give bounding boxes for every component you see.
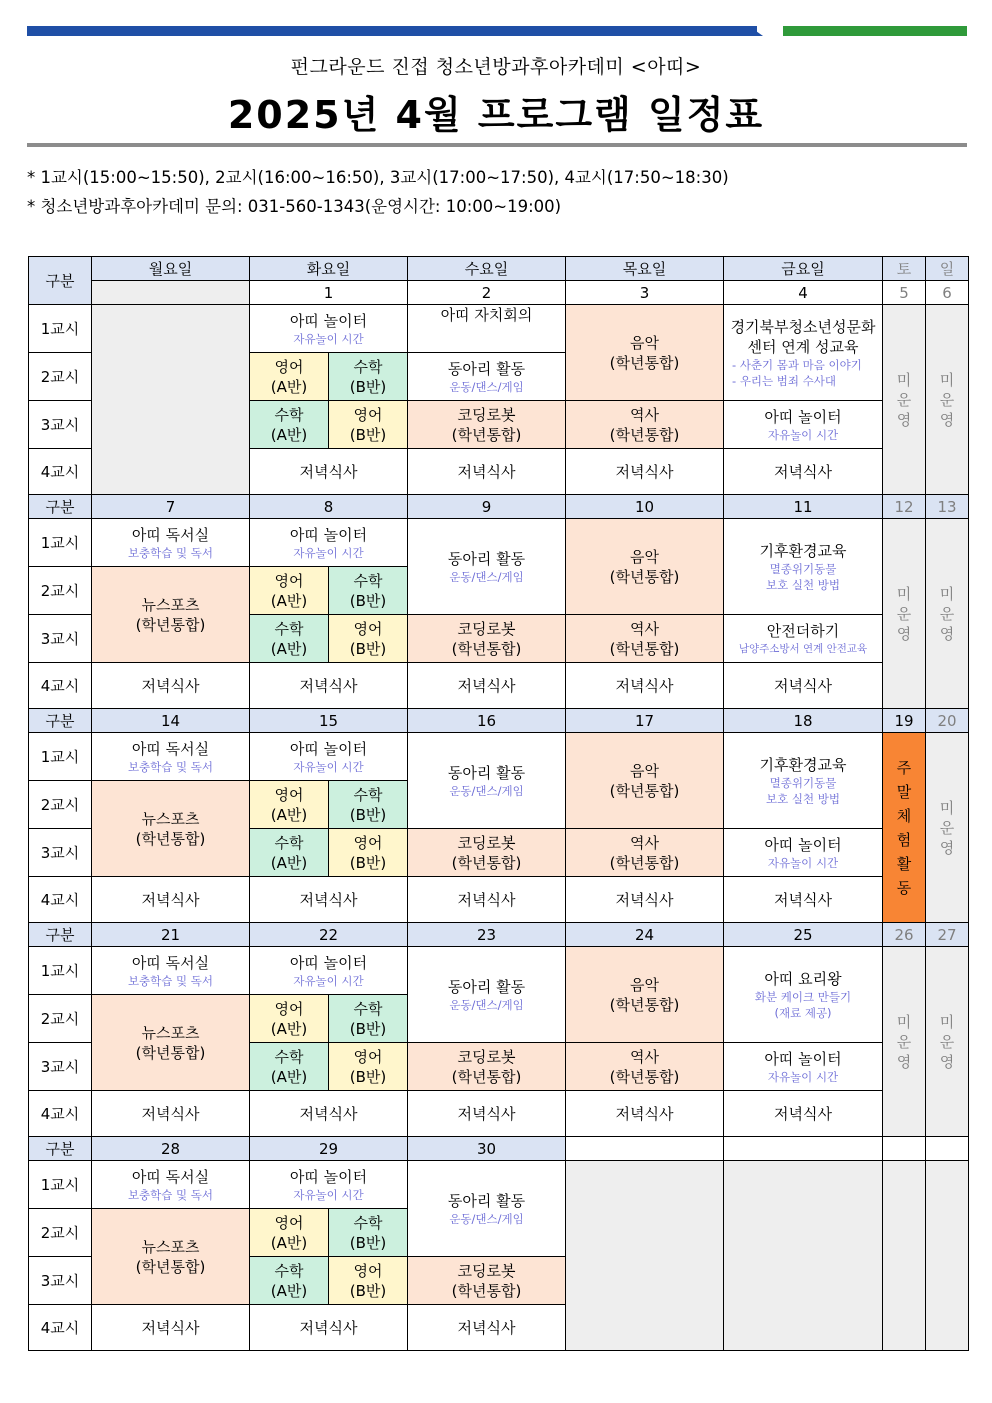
date-row-week5 bbox=[29, 1137, 969, 1161]
program-cell: 아띠 독서실 보충학습 및 독서 bbox=[92, 733, 250, 781]
dinner-cell: 저녁식사 bbox=[724, 663, 883, 709]
period-label: 2교시 bbox=[29, 781, 92, 829]
period-label: 1교시 bbox=[29, 947, 92, 995]
program-cell: 수학 (B반) bbox=[329, 1209, 408, 1257]
dinner-cell: 저녁식사 bbox=[92, 663, 250, 709]
period-label: 3교시 bbox=[29, 615, 92, 663]
program-cell: 영어 (B반) bbox=[329, 1043, 408, 1091]
saturday-header: 토 bbox=[883, 257, 926, 281]
period-row bbox=[29, 1161, 969, 1209]
program-cell: 수학 (A반) bbox=[250, 829, 329, 877]
empty-cell bbox=[92, 305, 250, 495]
period-label: 1교시 bbox=[29, 519, 92, 567]
date-cell: 1 bbox=[250, 281, 408, 305]
program-cell: 수학 (A반) bbox=[250, 1257, 329, 1305]
page-title: 2025년 4월 프로그램 일정표 bbox=[227, 93, 765, 137]
program-cell: 아띠 독서실 보충학습 및 독서 bbox=[92, 519, 250, 567]
gubun-cell: 구분 bbox=[29, 923, 92, 947]
date-row-week2 bbox=[29, 495, 969, 519]
weekday-header-row bbox=[29, 257, 969, 281]
period-row bbox=[29, 877, 969, 923]
period-label: 1교시 bbox=[29, 1161, 92, 1209]
program-cell: 기후환경교육 멸종위기동물 보호 실천 방법 bbox=[724, 519, 883, 615]
period-row bbox=[29, 663, 969, 709]
period-row bbox=[29, 733, 969, 781]
program-detail: (학년통합) bbox=[609, 353, 680, 372]
program-cell: 영어 (A반) bbox=[250, 781, 329, 829]
program-cell: 코딩로봇 (학년통합) bbox=[408, 829, 566, 877]
program-cell: 영어 (A반) bbox=[250, 353, 329, 401]
program-cell: 뉴스포츠 (학년통합) bbox=[92, 995, 250, 1091]
date-cell: 8 bbox=[250, 495, 408, 519]
program-cell: 아띠 놀이터 자유놀이 시간 bbox=[250, 733, 408, 781]
dinner-cell: 저녁식사 bbox=[250, 1091, 408, 1137]
monday-header: 월요일 bbox=[92, 257, 250, 281]
date-cell: 14 bbox=[92, 709, 250, 733]
period-row bbox=[29, 519, 969, 567]
friday-header: 금요일 bbox=[724, 257, 883, 281]
program-cell: 코딩로봇 (학년통합) bbox=[408, 1257, 566, 1305]
program-detail: - 우리는 범죄 수사대 bbox=[732, 373, 837, 388]
dinner-cell: 저녁식사 bbox=[724, 449, 883, 495]
program-cell: 아띠 놀이터 자유놀이 시간 bbox=[724, 829, 883, 877]
date-cell: 19 bbox=[883, 709, 926, 733]
date-cell bbox=[566, 1137, 724, 1161]
dinner-cell: 저녁식사 bbox=[92, 1305, 250, 1351]
program-cell: 뉴스포츠 (학년통합) bbox=[92, 1209, 250, 1305]
program-name: 음악 bbox=[630, 333, 659, 352]
program-cell: 영어 (A반) bbox=[250, 1209, 329, 1257]
period-label: 3교시 bbox=[29, 1043, 92, 1091]
program-cell: 코딩로봇 (학년통합) bbox=[408, 1043, 566, 1091]
dinner-cell: 저녁식사 bbox=[566, 1091, 724, 1137]
program-cell: 동아리 활동 운동/댄스/게임 bbox=[408, 733, 566, 829]
program-cell: 수학 (B반) bbox=[329, 781, 408, 829]
period-label: 1교시 bbox=[29, 305, 92, 353]
program-cell: 아띠 독서실 보충학습 및 독서 bbox=[92, 947, 250, 995]
program-cell: 영어 (A반) bbox=[250, 995, 329, 1043]
closed-cell: 미운영 bbox=[926, 733, 969, 923]
period-times-note: * 1교시(15:00~15:50), 2교시(16:00~16:50), 3교시(17:00~17:50), 4교시(17:50~18:30) bbox=[27, 168, 729, 187]
empty-cell bbox=[566, 1161, 724, 1351]
closed-cell: 미운영 bbox=[883, 947, 926, 1137]
program-cell: 아띠 놀이터 자유놀이 시간 bbox=[724, 1043, 883, 1091]
program-cell: 역사 (학년통합) bbox=[566, 829, 724, 877]
dinner-cell: 저녁식사 bbox=[250, 449, 408, 495]
dinner-cell: 저녁식사 bbox=[92, 1091, 250, 1137]
date-cell: 2 bbox=[408, 281, 566, 305]
sunday-header: 일 bbox=[926, 257, 969, 281]
dinner-cell: 저녁식사 bbox=[408, 1305, 566, 1351]
program-cell bbox=[408, 353, 566, 401]
period-row bbox=[29, 1091, 969, 1137]
program-cell: 영어 (B반) bbox=[329, 829, 408, 877]
date-row-week3 bbox=[29, 709, 969, 733]
program-cell: 안전더하기 남양주소방서 연계 안전교육 bbox=[724, 615, 883, 663]
program-cell: 코딩로봇 (학년통합) bbox=[408, 615, 566, 663]
program-cell: 영어 (B반) bbox=[329, 401, 408, 449]
empty-cell bbox=[926, 1161, 969, 1351]
dinner-cell: 저녁식사 bbox=[408, 449, 566, 495]
program-cell bbox=[566, 305, 724, 401]
date-cell: 16 bbox=[408, 709, 566, 733]
date-cell bbox=[926, 1137, 969, 1161]
program-cell: 동아리 활동 운동/댄스/게임 bbox=[408, 1161, 566, 1257]
program-name: 아띠 자치회의 bbox=[440, 306, 533, 324]
period-label: 4교시 bbox=[29, 1305, 92, 1351]
dinner-cell: 저녁식사 bbox=[408, 877, 566, 923]
dinner-cell: 저녁식사 bbox=[250, 1305, 408, 1351]
period-label: 1교시 bbox=[29, 733, 92, 781]
dinner-cell: 저녁식사 bbox=[408, 663, 566, 709]
date-cell: 5 bbox=[883, 281, 926, 305]
program-cell: 영어 (B반) bbox=[329, 1257, 408, 1305]
program-cell bbox=[250, 305, 408, 353]
period-label: 2교시 bbox=[29, 1209, 92, 1257]
program-cell: 영어 (B반) bbox=[329, 615, 408, 663]
date-cell: 27 bbox=[926, 923, 969, 947]
date-cell: 21 bbox=[92, 923, 250, 947]
program-cell bbox=[724, 305, 883, 401]
date-cell bbox=[724, 1137, 883, 1161]
period-row bbox=[29, 305, 969, 353]
date-cell: 20 bbox=[926, 709, 969, 733]
program-cell: 역사 (학년통합) bbox=[566, 615, 724, 663]
date-cell: 24 bbox=[566, 923, 724, 947]
dinner-cell: 저녁식사 bbox=[408, 1091, 566, 1137]
program-cell: 뉴스포츠 (학년통합) bbox=[92, 567, 250, 663]
dinner-cell: 저녁식사 bbox=[566, 663, 724, 709]
closed-cell: 미운영 bbox=[926, 305, 969, 495]
date-cell: 25 bbox=[724, 923, 883, 947]
date-cell bbox=[92, 281, 250, 305]
date-cell: 26 bbox=[883, 923, 926, 947]
program-cell: 뉴스포츠 (학년통합) bbox=[92, 781, 250, 877]
program-cell: 동아리 활동 운동/댄스/게임 bbox=[408, 947, 566, 1043]
dinner-cell: 저녁식사 bbox=[250, 663, 408, 709]
dinner-cell: 저녁식사 bbox=[724, 1091, 883, 1137]
contact-note: * 청소년방과후아카데미 문의: 031-560-1343(운영시간: 10:00~19:00) bbox=[27, 197, 562, 216]
date-cell: 10 bbox=[566, 495, 724, 519]
date-cell: 30 bbox=[408, 1137, 566, 1161]
date-row-week1 bbox=[29, 281, 969, 305]
date-cell: 6 bbox=[926, 281, 969, 305]
gubun-cell: 구분 bbox=[29, 257, 92, 305]
program-cell: 역사 (학년통합) bbox=[566, 1043, 724, 1091]
date-cell: 18 bbox=[724, 709, 883, 733]
program-cell: 수학 (A반) bbox=[250, 401, 329, 449]
date-cell: 3 bbox=[566, 281, 724, 305]
schedule-table bbox=[28, 256, 969, 1351]
thursday-header: 목요일 bbox=[566, 257, 724, 281]
empty-cell bbox=[883, 1161, 926, 1351]
period-label: 2교시 bbox=[29, 567, 92, 615]
date-cell: 28 bbox=[92, 1137, 250, 1161]
date-cell: 23 bbox=[408, 923, 566, 947]
date-cell: 12 bbox=[883, 495, 926, 519]
closed-cell: 미운영 bbox=[926, 519, 969, 709]
program-cell: 음악 (학년통합) bbox=[566, 947, 724, 1043]
top-color-bar bbox=[27, 26, 967, 36]
period-label: 4교시 bbox=[29, 1091, 92, 1137]
program-name: 아띠 놀이터 bbox=[289, 311, 368, 330]
program-detail: 운동/댄스/게임 bbox=[449, 379, 524, 394]
program-cell: 수학 (B반) bbox=[329, 567, 408, 615]
dinner-cell: 저녁식사 bbox=[566, 877, 724, 923]
title-divider bbox=[27, 143, 967, 147]
program-cell: 아띠 요리왕 화분 케이크 만들기 (재료 제공) bbox=[724, 947, 883, 1043]
weekend-event-cell: 주말체험활동 bbox=[883, 733, 926, 923]
program-cell: 동아리 활동 운동/댄스/게임 bbox=[408, 519, 566, 615]
program-cell: 수학 (B반) bbox=[329, 995, 408, 1043]
dinner-cell: 저녁식사 bbox=[566, 449, 724, 495]
date-cell: 29 bbox=[250, 1137, 408, 1161]
top-bar-slant bbox=[749, 26, 763, 36]
program-cell: 아띠 놀이터 자유놀이 시간 bbox=[250, 519, 408, 567]
program-cell: 코딩로봇 (학년통합) bbox=[408, 401, 566, 449]
program-cell: 음악 (학년통합) bbox=[566, 733, 724, 829]
period-label: 2교시 bbox=[29, 353, 92, 401]
program-cell: 수학 (A반) bbox=[250, 615, 329, 663]
program-name: 센터 연계 성교육 bbox=[747, 337, 859, 356]
date-cell: 7 bbox=[92, 495, 250, 519]
date-cell: 4 bbox=[724, 281, 883, 305]
program-cell: 수학 (A반) bbox=[250, 1043, 329, 1091]
date-cell: 17 bbox=[566, 709, 724, 733]
dinner-cell: 저녁식사 bbox=[92, 877, 250, 923]
period-label: 3교시 bbox=[29, 829, 92, 877]
program-detail: 자유놀이 시간 bbox=[293, 331, 364, 346]
date-cell: 22 bbox=[250, 923, 408, 947]
top-bar-blue bbox=[27, 26, 757, 36]
dinner-cell: 저녁식사 bbox=[724, 877, 883, 923]
gubun-cell: 구분 bbox=[29, 495, 92, 519]
period-label: 4교시 bbox=[29, 663, 92, 709]
program-cell: 영어 (A반) bbox=[250, 567, 329, 615]
program-cell: 아띠 독서실 보충학습 및 독서 bbox=[92, 1161, 250, 1209]
period-label: 4교시 bbox=[29, 877, 92, 923]
closed-cell: 미운영 bbox=[883, 519, 926, 709]
date-cell: 13 bbox=[926, 495, 969, 519]
program-cell: 역사 (학년통합) bbox=[566, 401, 724, 449]
period-row bbox=[29, 947, 969, 995]
date-cell: 15 bbox=[250, 709, 408, 733]
date-cell: 9 bbox=[408, 495, 566, 519]
top-bar-green bbox=[783, 26, 967, 36]
dinner-cell: 저녁식사 bbox=[250, 877, 408, 923]
tuesday-header: 화요일 bbox=[250, 257, 408, 281]
date-cell bbox=[883, 1137, 926, 1161]
period-label: 2교시 bbox=[29, 995, 92, 1043]
program-name: 경기북부청소년성문화 bbox=[730, 317, 876, 336]
program-cell: 음악 (학년통합) bbox=[566, 519, 724, 615]
program-cell: 기후환경교육 멸종위기동물 보호 실천 방법 bbox=[724, 733, 883, 829]
gubun-cell: 구분 bbox=[29, 709, 92, 733]
program-detail: - 사춘기 몸과 마음 이야기 bbox=[732, 357, 862, 372]
page-subtitle: 펀그라운드 진접 청소년방과후아카데미 <아띠> bbox=[290, 56, 702, 78]
empty-cell bbox=[724, 1161, 883, 1351]
period-label: 3교시 bbox=[29, 401, 92, 449]
program-cell bbox=[408, 305, 566, 353]
program-cell: 수학 (B반) bbox=[329, 353, 408, 401]
wednesday-header: 수요일 bbox=[408, 257, 566, 281]
period-label: 4교시 bbox=[29, 449, 92, 495]
program-cell: 아띠 놀이터 자유놀이 시간 bbox=[250, 947, 408, 995]
closed-cell: 미운영 bbox=[926, 947, 969, 1137]
program-name: 동아리 활동 bbox=[447, 359, 526, 378]
period-label: 3교시 bbox=[29, 1257, 92, 1305]
date-row-week4 bbox=[29, 923, 969, 947]
closed-cell: 미운영 bbox=[883, 305, 926, 495]
program-cell: 아띠 놀이터 자유놀이 시간 bbox=[724, 401, 883, 449]
gubun-cell: 구분 bbox=[29, 1137, 92, 1161]
program-cell: 아띠 놀이터 자유놀이 시간 bbox=[250, 1161, 408, 1209]
date-cell: 11 bbox=[724, 495, 883, 519]
